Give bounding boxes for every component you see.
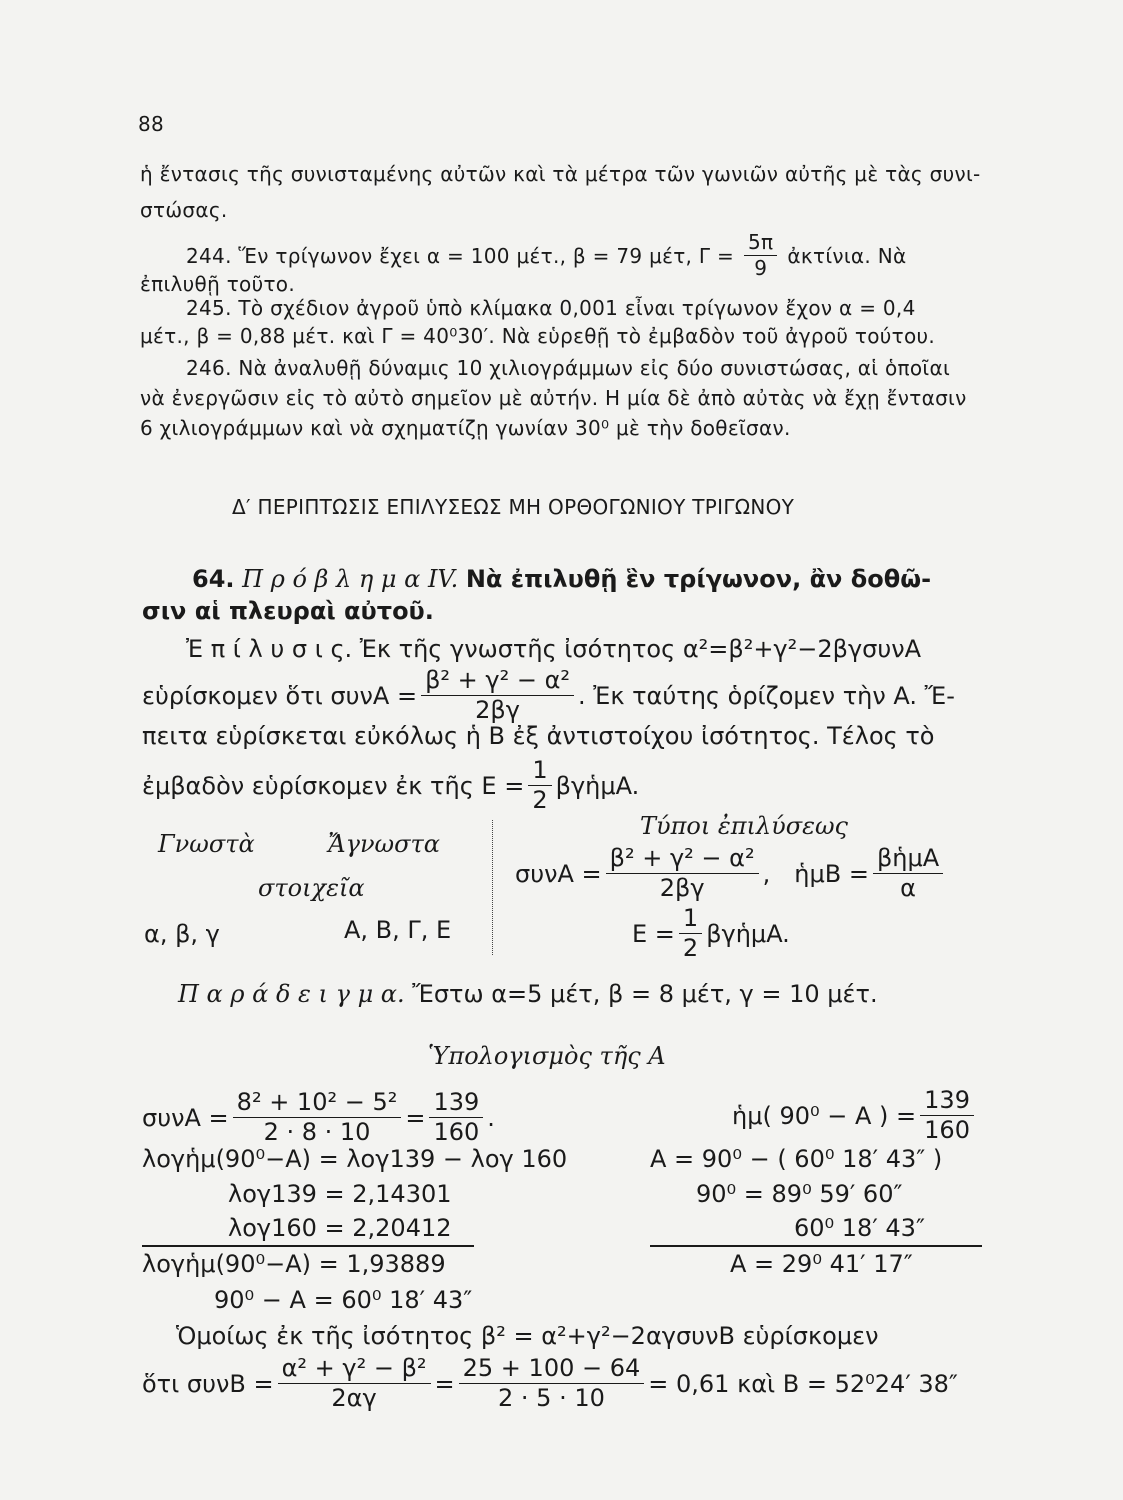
fraction [528, 758, 551, 813]
calc-line [142, 1090, 495, 1145]
page-number: 88 [138, 112, 165, 136]
fraction-denominator: 160 [433, 1118, 480, 1147]
problem-label: Π ρ ό β λ η μ α IV. [242, 565, 459, 593]
fraction [920, 1088, 974, 1143]
fraction-numerator: 139 [429, 1090, 483, 1118]
fraction-denominator: 160 [924, 1116, 970, 1145]
fraction-numerator: 1 [528, 758, 551, 786]
final-text: = 0,61 καὶ B = 52⁰24′ 38″ [648, 1369, 958, 1398]
fraction-numerator: α² + γ² − β² [278, 1356, 431, 1384]
solution-line [142, 668, 955, 723]
calc-text: ἡμ( 90⁰ − A ) = [732, 1101, 917, 1130]
fraction [873, 846, 943, 901]
formula-text: βγἡμA. [706, 919, 790, 948]
fraction-numerator: 25 + 100 − 64 [459, 1356, 645, 1384]
calc-text: συνA = [142, 1103, 229, 1132]
fraction-denominator: 2αγ [331, 1384, 377, 1413]
calc-heading: Ὑπολογισμὸς τῆς A [428, 1042, 666, 1070]
fraction-denominator: 2βγ [659, 874, 705, 903]
calc-line: λογἡμ(90⁰−A) = λογ139 − λογ 160 [142, 1145, 568, 1173]
sum-rule [142, 1245, 474, 1247]
paragraph-line: ἐπιλυθῇ τοῦτο. [140, 272, 295, 296]
fraction-denominator: 2 · 5 · 10 [498, 1384, 605, 1413]
exercise-245-line: 245. Τὸ σχέδιον ἀγροῦ ὑπὸ κλίμακα 0,001 εἶναι τρίγωνον ἔχον α = 0,4 [186, 296, 916, 320]
final-text: = [434, 1369, 455, 1398]
fraction-denominator: 2 [682, 934, 699, 963]
example-line [178, 980, 878, 1008]
fraction-numerator: 139 [920, 1088, 974, 1116]
known-values: α, β, γ [144, 920, 220, 948]
paragraph-line: ἡ ἔντασις τῆς συνισταμένης αὐτῶν καὶ τὰ μέτρα τῶν γωνιῶν αὐτῆς μὲ τὰς συνι- [140, 162, 981, 186]
problem-text-line2: σιν αἱ πλευραὶ αὐτοῦ. [142, 597, 434, 625]
exercise-text: 244. Ἕν τρίγωνον ἔχει α = 100 μέτ., β = 79 μέτ, Γ = [186, 243, 735, 268]
fraction [421, 668, 574, 723]
formula-row [515, 846, 947, 901]
formula-text: , [762, 859, 771, 888]
solution-text: ἐμβαδὸν εὑρίσκομεν ἐκ τῆς E = [142, 771, 525, 800]
calc-line-right: 60⁰ 18′ 43″ [794, 1214, 925, 1242]
exercise-text: ἀκτίνια. Νὰ [787, 243, 907, 268]
formula-row [632, 906, 790, 961]
problem-text: Νὰ ἐπιλυθῇ ἓν τρίγωνον, ἂν δοθῶ- [465, 565, 932, 593]
solution-line [142, 758, 639, 813]
calc-line: 90⁰ − A = 60⁰ 18′ 43″ [214, 1286, 473, 1314]
fraction-denominator: 9 [754, 256, 768, 280]
fraction [278, 1356, 431, 1411]
fraction [233, 1090, 402, 1145]
example-text: Ἔστω α=5 μέτ, β = 8 μέτ, γ = 10 μέτ. [412, 980, 878, 1008]
table-divider [492, 820, 493, 955]
fraction [429, 1090, 483, 1145]
solution-text: βγἡμA. [555, 771, 640, 800]
difference-rule [650, 1245, 982, 1247]
formula-text: E = [632, 919, 675, 948]
fraction-numerator: 1 [679, 906, 702, 934]
fraction-numerator: 5π [744, 232, 777, 256]
exercise-246-line: 246. Νὰ ἀναλυθῇ δύναμις 10 χιλιογράμμων εἰς δύο συνιστώσας, αἱ ὁποῖαι [186, 356, 951, 380]
calc-line-right: A = 90⁰ − ( 60⁰ 18′ 43″ ) [650, 1145, 943, 1173]
example-label: Π α ρ ά δ ε ι γ μ α. [178, 980, 405, 1008]
exercise-245-line: μέτ., β = 0,88 μέτ. καὶ Γ = 40⁰30′. Νὰ εὑρεθῇ τὸ ἐμβαδὸν τοῦ ἀγροῦ τούτου. [140, 324, 936, 348]
solution-line: Ἐ π ί λ υ σ ι ς. Ἐκ τῆς γνωστῆς ἰσότητος α²=β²+γ²−2βγσυνA [186, 635, 922, 663]
fraction-numerator: βἡμA [873, 846, 943, 874]
fraction [606, 846, 759, 901]
section-heading: Δ′ ΠΕΡΙΠΤΩΣΙΣ ΕΠΙΛΥΣΕΩΣ ΜΗ ΟΡΘΟΓΩΝΙΟΥ ΤΡΙΓΩΝΟΥ [232, 495, 795, 519]
calc-text: = [405, 1103, 426, 1132]
table-header-formulas: Τύποι ἐπιλύσεως [640, 812, 848, 840]
formula-text: συνA = [515, 859, 602, 888]
formula-text: ἡμB = [794, 859, 869, 888]
fraction-denominator: 2 · 8 · 10 [263, 1118, 371, 1147]
solution-line: πειτα εὑρίσκεται εὐκόλως ἡ B ἐξ ἀντιστοίχου ἰσότητος. Τέλος τὸ [142, 722, 935, 750]
fraction-numerator: β² + γ² − α² [421, 668, 574, 696]
solution-text: εὑρίσκομεν ὅτι συνA = [142, 681, 418, 710]
fraction [459, 1356, 645, 1411]
fraction-denominator: α [900, 874, 916, 903]
fraction-denominator: 2βγ [475, 696, 520, 725]
fraction-numerator: 8² + 10² − 5² [233, 1090, 402, 1118]
table-header-elements: στοιχεῖα [258, 874, 365, 902]
problem-number: 64. [192, 565, 235, 593]
calc-line-right [732, 1088, 978, 1143]
calc-text: . [487, 1103, 495, 1132]
calc-line-right: 90⁰ = 89⁰ 59′ 60″ [696, 1180, 903, 1208]
solution-text: . Ἐκ ταύτης ὁρίζομεν τὴν A. Ἔ- [578, 681, 955, 710]
problem-heading [192, 565, 931, 593]
table-header-unknown: Ἄγνωστα [328, 830, 440, 858]
final-line [142, 1356, 958, 1411]
table-header-known: Γνωστὰ [158, 830, 255, 858]
calc-line: λογ139 = 2,14301 [228, 1180, 452, 1208]
fraction-numerator: β² + γ² − α² [606, 846, 759, 874]
final-line: Ὁμοίως ἐκ τῆς ἰσότητος β² = α²+γ²−2αγσυνB εὑρίσκομεν [176, 1322, 879, 1350]
fraction-denominator: 2 [532, 786, 548, 815]
fraction [679, 906, 702, 961]
exercise-246-line: νὰ ἐνεργῶσιν εἰς τὸ αὐτὸ σημεῖον μὲ αὐτήν. Η μία δὲ ἀπὸ αὐτὰς νὰ ἔχῃ ἔντασιν [140, 386, 967, 410]
exercise-246-line: 6 χιλιογράμμων καὶ νὰ σχηματίζῃ γωνίαν 30⁰ μὲ τὴν δοθεῖσαν. [140, 416, 791, 440]
paragraph-line: στώσας. [140, 198, 228, 222]
calc-line: λογἡμ(90⁰−A) = 1,93889 [142, 1250, 446, 1278]
fraction [744, 232, 777, 279]
unknown-values: A, B, Γ, E [344, 916, 452, 944]
final-text: ὅτι συνB = [142, 1369, 274, 1398]
calc-line-right: A = 29⁰ 41′ 17″ [730, 1250, 913, 1278]
calc-line: λογ160 = 2,20412 [228, 1214, 452, 1242]
